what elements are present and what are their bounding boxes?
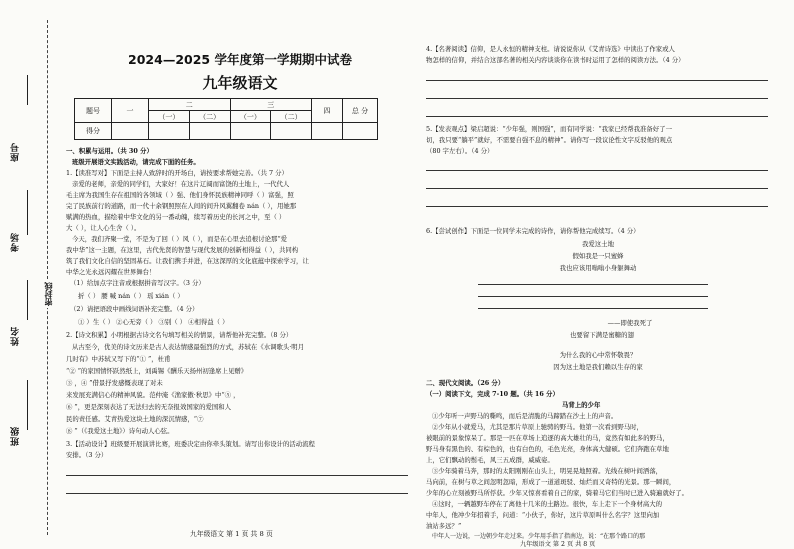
score-cell-total: 总 分	[343, 99, 378, 123]
section-1-heading: 一、积累与运用。（共 30 分）	[66, 147, 153, 155]
q1-text-line: 大（ ），让人心生舍（ ）。	[66, 224, 141, 232]
score-blank-7[interactable]	[343, 123, 378, 140]
q4-answer-line[interactable]	[426, 116, 768, 117]
xingming-label: 姓名	[11, 326, 21, 346]
seal-line-label: 密封线	[43, 282, 53, 306]
banji-line	[27, 380, 28, 430]
exam-subject: 九年级语文	[202, 74, 278, 92]
poem-blank-line[interactable]	[478, 296, 708, 297]
poem-line: 为什么我的心中常怀敬畏？	[559, 351, 637, 359]
q1-sub2: （2）请把语段中画线词语补充完整。（4 分）	[70, 305, 199, 313]
q1-text-line: 亲爱的老师，亲爱的同学们，大家好！在这片辽阔而富饶的土地上，一代代人	[72, 180, 290, 188]
q2-text-line[interactable]: ⑧ ”（《我爱这土地》）诗句动人心弦。	[66, 427, 174, 435]
poem-line: 因为这土地是我们赖以生存的家	[553, 363, 643, 371]
q2-text-line[interactable]: 来发展充满信心的精神风貌。范仲淹《渔家傲·秋思》中“⑤ ，	[66, 391, 240, 399]
score-sub-4: （二）	[271, 111, 312, 123]
section-1-intro: 班级开展语文实践活动，请完成下面的任务。	[72, 158, 200, 166]
score-blank-6[interactable]	[312, 123, 343, 140]
section-2-heading: 二、现代文阅读。（26 分）	[426, 379, 505, 387]
xingming-line	[27, 280, 28, 320]
q4-answer-line[interactable]	[426, 98, 768, 99]
score-cell-defen: 得分	[75, 123, 112, 140]
q4-prompt: 4.【名著阅读】信仰，是人永恒的精神支柱。请说说你从《艾青诗选》中读出了作家或人	[426, 45, 675, 53]
score-blank-3[interactable]	[189, 123, 230, 140]
q5-prompt: 5.【发表观点】梁启超说：“少年强，则国强”，而有同学说：“我家已经帮我准备好了一	[426, 125, 672, 133]
q1-text-line: 毛主席为我国生存在祖国的各领域（ ）强、他们身怀民族精神同呼（ ）富强，照	[66, 191, 294, 199]
kaochang-label: 考场	[11, 232, 21, 252]
score-cell-tihao: 题号	[75, 99, 112, 123]
q3-prompt: 3.【活动设计】班级要开展演讲比赛，班委决定由你牵头策划。请写出你设计的活动流程	[66, 440, 315, 448]
q1-text-line: 我中华”这一主题，在这里，古代先贤的智慧与现代发展的创新相得益（ ），共同构	[66, 246, 299, 254]
article-paragraph: 中年人，他冲少年招着手，问道：“小伙子，你好，这片草原叫什么名字？这里向加	[426, 511, 660, 519]
q1-prompt: 1.【读准写对】下面是主持人致辞时的开场白，请按要求帮她完善。（共 7 分）	[66, 169, 288, 177]
q5-prompt-cont: 切，我只要“躺平”就好，不需要自强不息的精神”。请你写一段议论性文字反驳他的观点	[426, 136, 673, 144]
article-paragraph: ③少年骑着马奔，那时的太阳刚刚在山头上，明晃晃地照着。光线在树叶间洒落，	[432, 467, 663, 475]
article-paragraph: 被眼前的景象惊呆了。那是一匹在草场上追逐的高大雄壮的马，竟然有如此多的野马，	[426, 434, 669, 442]
poem-title: 我爱这土地	[582, 240, 614, 248]
q5-prompt-cont: （80 字左右）。（4 分）	[426, 147, 494, 155]
section-2-sub1: （一）阅读下文，完成 7-10 题。（共 16 分）	[426, 390, 559, 398]
q5-answer-line[interactable]	[426, 170, 768, 171]
q1-text-line: 今天，我们齐聚一堂，不是为了回（ ）风（ ），而是在心里去追根讨论那“爱	[72, 235, 288, 243]
score-blank-1[interactable]	[112, 123, 149, 140]
article-paragraph: 中年人一边说，一边朝少年走过来。少年用手指了指南边，说：“在那个路口的那	[432, 533, 646, 540]
page-footer-left: 九年级语文 第 1 页 共 8 页	[190, 530, 273, 538]
q4-prompt-cont: 物怎样的信仰，并结合这部名著的相关内容谈谈你在读书时运用了怎样的阅读方法。（4 分）	[426, 56, 685, 64]
score-blank-5[interactable]	[271, 123, 312, 140]
q3-prompt-cont: 安排。（3 分）	[66, 451, 108, 459]
q5-answer-line[interactable]	[426, 206, 768, 207]
article-paragraph: ④这时，一辆越野车停在了离他十几米的土路边。很快，车上走下一个身材高大的	[432, 500, 663, 508]
q2-text-line: 从古至今，优美的诗文历来是古人表达情感最强烈的方式，苏轼在《水调歌头·明月	[72, 343, 305, 351]
article-paragraph: 马向前，在树与草之间忽明忽暗，形成了一道道斑驳、灿烂而又奇特的光景。那一瞬间，	[426, 478, 676, 486]
article-paragraph: 少年的心立刻被野马所俘获。少年又惊喜看着自己的家，骑着马它们当时已进入骑遍就好了。	[426, 489, 689, 497]
q2-text-line[interactable]: “② ”的家国情怀跃然纸上，刘禹锡《酬乐天扬州初逢席上见赠》	[66, 367, 248, 375]
seal-dashed-line	[47, 20, 48, 535]
exam-title: 2024—2025 学年度第一学期期中试卷	[128, 52, 352, 67]
q1-text-line: 完了民族前行的道路，而一代十余钢照照在人间的间升风翼翻卷 nán（ ），用她那	[66, 202, 297, 210]
score-sub-2: （二）	[189, 111, 230, 123]
poem-blank-line[interactable]	[478, 284, 708, 285]
score-cell-4: 四	[312, 99, 343, 123]
score-cell-3: 三	[230, 99, 312, 111]
poem-line: 我也应该用嗡嗡小身躯舞动	[559, 264, 637, 272]
q3-answer-line[interactable]	[66, 475, 408, 476]
q1-text-line: 筑了我们文化自信的坚固基石。让我们携手并进，在这深厚的文化底蕴中探索学习，让	[66, 257, 309, 265]
score-blank-4[interactable]	[230, 123, 271, 140]
score-blank-2[interactable]	[149, 123, 190, 140]
q6-prompt: 6.【尝试创作】下面是一位同学未完成的诗作，请你帮他完成续写。（4 分）	[426, 227, 640, 235]
zuohao-label: 座号	[11, 142, 21, 162]
binding-strip	[0, 0, 60, 549]
poem-line: 假如我是一只蜜蜂	[572, 252, 624, 260]
q3-answer-line[interactable]	[66, 493, 408, 494]
score-cell-2: 二	[149, 99, 231, 111]
article-paragraph: 野马身有黑色的、有棕色的，也有白色的，毛色光亮，身体高大健硕。它们奔跑在草地	[426, 445, 669, 453]
article-paragraph: ②少年从小就爱马，尤其是那片草原上驰骋的野马。他第一次看到野马时，	[432, 423, 643, 431]
score-table	[74, 98, 378, 140]
article-paragraph: ①少年听一声野马的嘶鸣，而后是清脆的马蹄踏在沙土上的声音。	[432, 412, 618, 420]
score-sub-1: （一）	[149, 111, 190, 123]
q2-text-line[interactable]: ⑥ ”，更是深刻表达了无法归去的无奈报效国家的爱国和人	[66, 403, 232, 411]
poem-line: ——即使我死了	[607, 319, 653, 327]
kaochang-line	[27, 190, 28, 235]
banji-label: 班级	[11, 426, 21, 446]
q5-answer-line[interactable]	[426, 188, 768, 189]
q1-text-line: 赋满的热血，描绘着中华文化的另一番动魄，续写着历史的长河之中，至（ ）	[66, 213, 286, 221]
score-cell-1: 一	[112, 99, 149, 123]
q1-text-line: 中华之光永远闪耀在世界舞台！	[66, 268, 156, 276]
article-paragraph: 油站多远？”	[426, 522, 462, 530]
q1-sub2-answers[interactable]: ① ）生（ ） ②心无旁（ ） ③别（ ） ④相得益（ ）	[78, 318, 229, 326]
q1-sub1-answers[interactable]: 折（ ） 腰 喊 nán（ ） 瑶 xián（ ）	[78, 292, 184, 300]
article-paragraph: 上，它们飘动的鬃毛，风三五成群，威威姿。	[426, 456, 554, 464]
page-footer-right: 九年级语文 第 2 页 共 8 页	[520, 541, 596, 548]
q2-text-line[interactable]: 几时有》中苏轼又写下的“① ”，杜甫	[66, 355, 171, 363]
poem-line: 也要留下满是蜜糖的翅	[570, 331, 634, 339]
q2-prompt: 2.【诗文积累】小明根据古诗文名句填写相关的情景，请帮他补充完整。（8 分）	[66, 331, 293, 339]
q1-sub1: （1）给加点字注音或根据拼音写汉字。（3 分）	[70, 279, 205, 287]
q4-answer-line[interactable]	[426, 80, 768, 81]
score-sub-3: （一）	[230, 111, 271, 123]
poem-blank-line[interactable]	[478, 308, 708, 309]
zuohao-line	[27, 75, 28, 105]
article-title: 马背上的少年	[562, 401, 601, 409]
q2-text-line[interactable]: ③ ，④ ”借景抒发感慨表现了对未	[66, 379, 163, 387]
q2-text-line[interactable]: 民的责任感。艾青热爱这块土地的深沉情感，“⑦	[66, 415, 204, 423]
